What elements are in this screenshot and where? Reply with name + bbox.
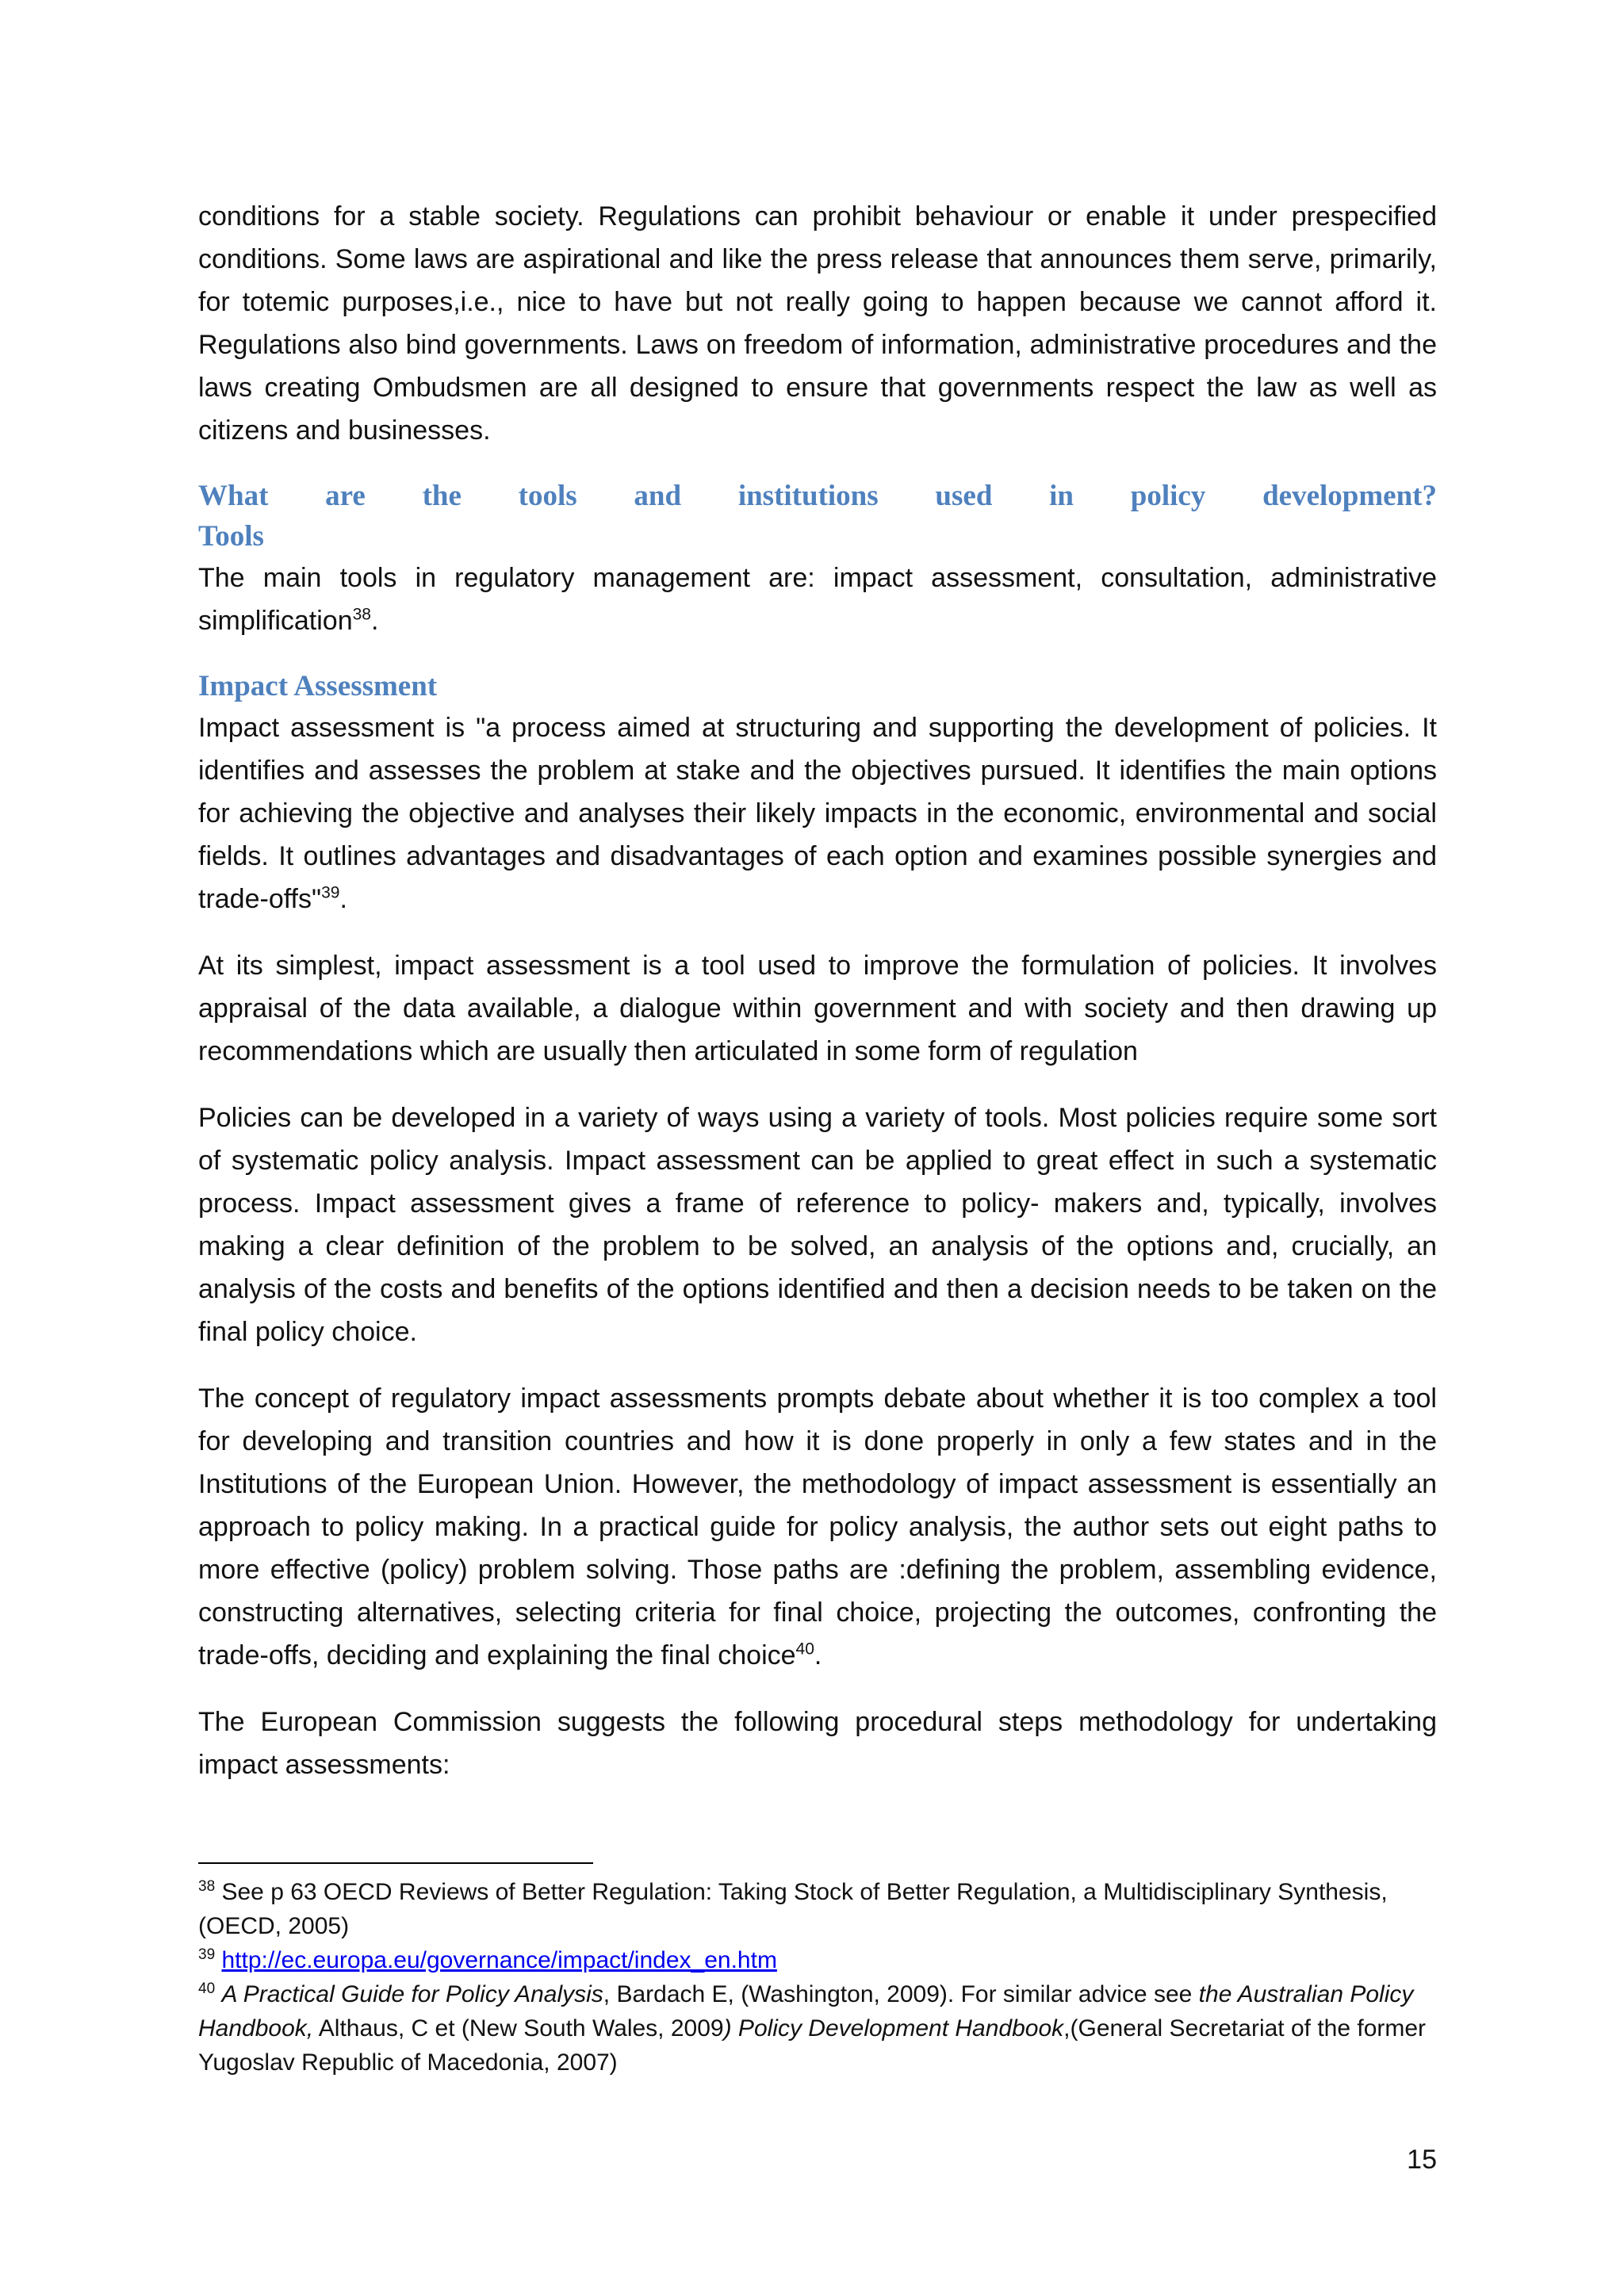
footnote-separator [198, 1862, 593, 1864]
footnote-ref-40[interactable]: 40 [795, 1640, 814, 1659]
footnote-40-mid2: Althaus, C et (New South Wales, 2009 [313, 2015, 724, 2042]
footnote-40-mid: , Bardach E, (Washington, 2009). For similar advice see [603, 1981, 1199, 2007]
subheading-impact-assessment: Impact Assessment [198, 670, 438, 702]
paragraph-main-tools-end: . [370, 606, 379, 636]
footnotes [198, 1875, 1437, 2080]
subheading-tools: Tools [198, 520, 264, 553]
footnote-40 [198, 1977, 1437, 2080]
footnote-40-title2: the Australian Policy Handbook, [198, 1981, 1414, 2042]
footnote-38 [198, 1875, 1437, 1943]
paragraph-impact-definition [198, 706, 1437, 920]
footnote-ref-39[interactable]: 39 [321, 883, 340, 902]
footnote-40-title: A Practical Guide for Policy Analysis [221, 1981, 603, 2007]
footnote-39-number: 39 [198, 1946, 216, 1963]
footnote-40-end: ,(General Secretariat of the former Yugoslav Republic of Macedonia, 2007) [198, 2015, 1427, 2076]
footnote-38-number: 38 [198, 1878, 216, 1895]
paragraph-simplest: At its simplest, impact assessment is a tool used to improve the formulation of policies. It involves appraisal of the data available, a dialogue within government and with society and then drawing up recommendations which are usually then articulated in some form of regulation [198, 951, 1437, 1066]
footnote-39 [198, 1943, 1437, 1977]
paragraph-concept-end: . [814, 1640, 822, 1670]
paragraph-concept-text: The concept of regulatory impact assessments prompts debate about whether it is too complex a tool for developing and transition countries and how it is done properly in only a few states and in the Institutions of the European Union. However, the methodology of impact assessment is essentially an approach to policy making. In a practical guide for policy analysis, the author sets out eight paths to more effective (policy) problem solving. Those paths are :defining the problem, assembling evidence, constructing alternatives, selecting criteria for final choice, projecting the outcomes, confronting the trade-offs, deciding and explaining the final choice [198, 1383, 1437, 1670]
paragraph-impact-definition-text: Impact assessment is "a process aimed at structuring and supporting the development of policies. It identifies and assesses the problem at stake and the objectives pursued. It identifies the main options for achieving the objective and analyses their likely impacts in the economic, environmental and social fields. It outlines advantages and disadvantages of each option and examines possible synergies and trade-offs" [198, 713, 1437, 914]
paragraph-impact-definition-end: . [339, 884, 347, 914]
main-content [198, 195, 1437, 1810]
footnote-40-title3: ) Policy Development Handbook [723, 2015, 1064, 2042]
paragraph-regulations: conditions for a stable society. Regulations can prohibit behaviour or enable it under prespecified conditions. Some laws are aspirational and like the press release that announces them serve, primarily, for totemic purposes,i.e., nice to have but not really going to happen because we cannot afford it. Regulations also bind governments. Laws on freedom of information, administrative procedures and the laws creating Ombudsmen are all designed to ensure that governments respect the law as well as citizens and businesses. [198, 201, 1437, 446]
paragraph-main-tools [198, 557, 1437, 642]
paragraph-main-tools-text: The main tools in regulatory management are: impact assessment, consultation, administrative simplification [198, 563, 1437, 636]
section-heading-block [198, 476, 1437, 557]
footnote-40-number: 40 [198, 1980, 216, 1997]
page-number: 15 [1407, 2145, 1437, 2175]
paragraph-policies: Policies can be developed in a variety of ways using a variety of tools. Most policies require some sort of systematic policy analysis. Impact assessment can be applied to great effect in such a systematic process. Impact assessment gives a frame of reference to policy- makers and, typically, involves making a clear definition of the problem to be solved, an analysis of the options and, crucially, an analysis of the costs and benefits of the options identified and then a decision needs to be taken on the final policy choice. [198, 1103, 1437, 1347]
paragraph-concept [198, 1377, 1437, 1677]
paragraph-european-commission: The European Commission suggests the following procedural steps methodology for undertaking impact assessments: [198, 1707, 1437, 1780]
footnote-38-text: See p 63 OECD Reviews of Better Regulation: Taking Stock of Better Regulation, a Multidisciplinary Synthesis, (OECD, 2005) [198, 1879, 1388, 1939]
footnote-ref-38[interactable]: 38 [352, 605, 371, 624]
footnote-39-link[interactable]: http://ec.europa.eu/governance/impact/index_en.htm [221, 1947, 777, 1973]
section-heading: What are the tools and institutions used in policy development? [198, 480, 1437, 512]
